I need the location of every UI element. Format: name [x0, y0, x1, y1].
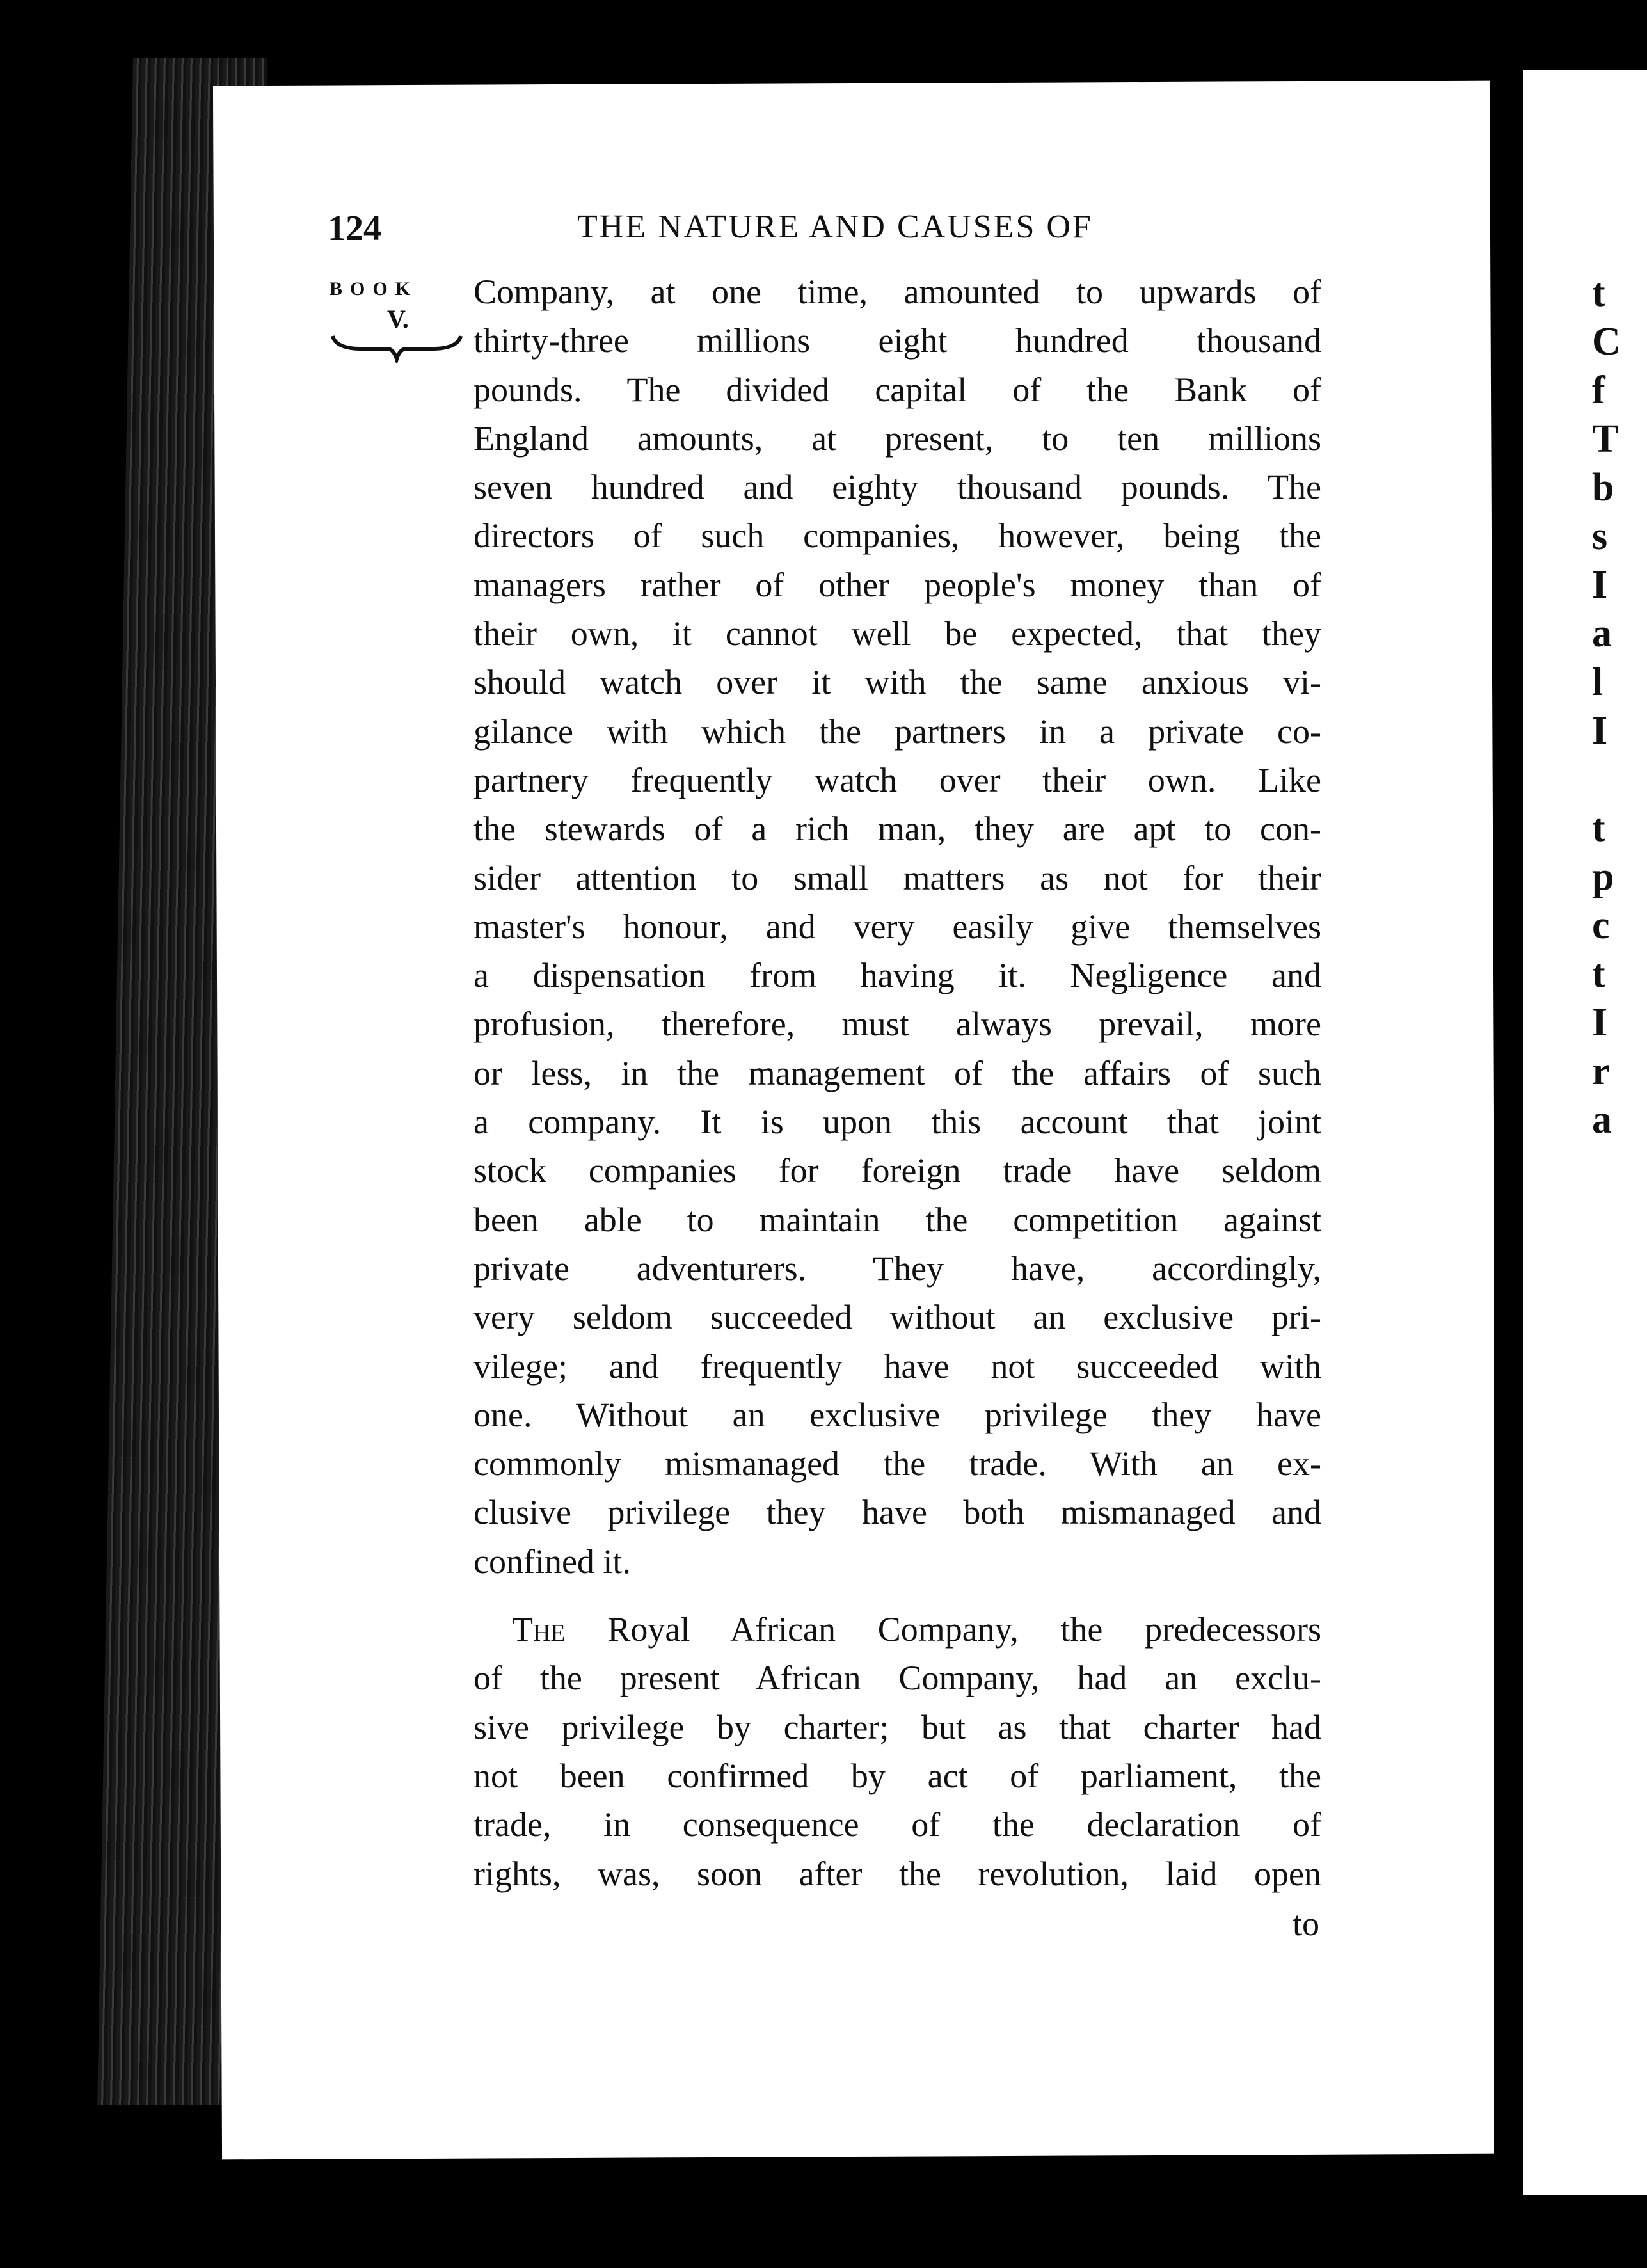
paragraph-lead-word: The [512, 1610, 566, 1649]
text-line: confined it. [473, 1542, 631, 1581]
text-line: stock companies for foreign trade have seldom [473, 1151, 1321, 1190]
facing-page-fragment: r [1592, 1050, 1610, 1093]
body-text [473, 268, 1321, 1898]
facing-page-fragment: l [1592, 660, 1603, 704]
text-line: gilance with which the partners in a private co- [473, 712, 1321, 751]
text-line: thirty-three millions eight hundred thousand [473, 321, 1321, 360]
text-line: of the present African Company, had an exclu- [473, 1659, 1321, 1698]
book-sidenote [330, 272, 464, 381]
text-line: the stewards of a rich man, they are apt to con- [473, 810, 1321, 849]
text-line: rights, was, soon after the revolution, laid open [473, 1854, 1321, 1893]
text-line: a company. It is upon this account that joint [473, 1103, 1321, 1142]
text-line: very seldom succeeded without an exclusive pri- [473, 1298, 1321, 1337]
catchword: to [1293, 1905, 1320, 1943]
text-line: master's honour, and very easily give themselves [473, 907, 1321, 946]
text-line: a dispensation from having it. Negligence and [473, 956, 1321, 995]
text-line: should watch over it with the same anxious vi- [473, 663, 1321, 702]
facing-page-fragment: c [1592, 904, 1610, 947]
text-line: pounds. The divided capital of the Bank of [473, 370, 1321, 409]
text-line: partnery frequently watch over their own. Like [473, 760, 1321, 799]
facing-page-fragment [1592, 755, 1647, 804]
facing-page-fragment: p [1592, 855, 1614, 898]
text-line: England amounts, at present, to ten millions [473, 419, 1321, 458]
page-header [328, 208, 1326, 253]
facing-page-fragment: t [1592, 271, 1605, 315]
facing-page-fragment: T [1592, 417, 1619, 461]
text-line: one. Without an exclusive privilege they have [473, 1395, 1321, 1434]
paragraph-2 [473, 1605, 1321, 1898]
text-line: been able to maintain the competition against [473, 1200, 1321, 1239]
facing-page-fragment: a [1592, 612, 1612, 655]
text-line: their own, it cannot well be expected, that they [473, 614, 1321, 653]
book-number: V. [387, 305, 409, 333]
facing-page-fragment: C [1592, 320, 1621, 363]
text-line: directors of such companies, however, being the [473, 516, 1321, 555]
running-title: THE NATURE AND CAUSES OF [577, 209, 1093, 245]
facing-page-fragment: t [1592, 952, 1605, 996]
brace-ornament [330, 331, 464, 363]
book-label: BOOK [330, 278, 418, 299]
facing-page-fragment: a [1592, 1098, 1612, 1142]
facing-page-fragment: I [1592, 563, 1608, 607]
text-line: commonly mismanaged the trade. With an ex- [473, 1444, 1321, 1483]
facing-page-fragment: s [1592, 515, 1608, 558]
text-line: seven hundred and eighty thousand pounds. The [473, 468, 1321, 507]
facing-page-text [1592, 269, 1647, 1144]
text-line: or less, in the management of the affairs of such [473, 1053, 1321, 1092]
page-number: 124 [328, 209, 381, 248]
text-line: vilege; and frequently have not succeeded with [473, 1346, 1321, 1386]
text-line: private adventurers. They have, accordingly, [473, 1249, 1321, 1288]
text-line: Company, at one time, amounted to upwards of [473, 273, 1321, 311]
facing-page-fragment: b [1592, 466, 1614, 509]
facing-page-fragment: t [1592, 806, 1605, 850]
facing-page-fragment: I [1592, 1001, 1608, 1044]
text-line: trade, in consequence of the declaration of [473, 1805, 1321, 1844]
text-line: sider attention to small matters as not for their [473, 858, 1321, 897]
paragraph-1 [473, 268, 1321, 1586]
text-line: clusive privilege they have both mismanaged and [473, 1493, 1321, 1532]
text-line: managers rather of other people's money than of [473, 565, 1321, 604]
text-line: profusion, therefore, must always prevail, more [473, 1005, 1321, 1044]
facing-page-fragment: I [1592, 709, 1608, 753]
text-line: sive privilege by charter; but as that charter had [473, 1707, 1321, 1746]
text-line: not been confirmed by act of parliament, the [473, 1756, 1321, 1795]
text-line: The Royal African Company, the predecessors [512, 1610, 1321, 1649]
facing-page-fragment: f [1592, 369, 1605, 412]
book-gutter [1494, 64, 1520, 2169]
